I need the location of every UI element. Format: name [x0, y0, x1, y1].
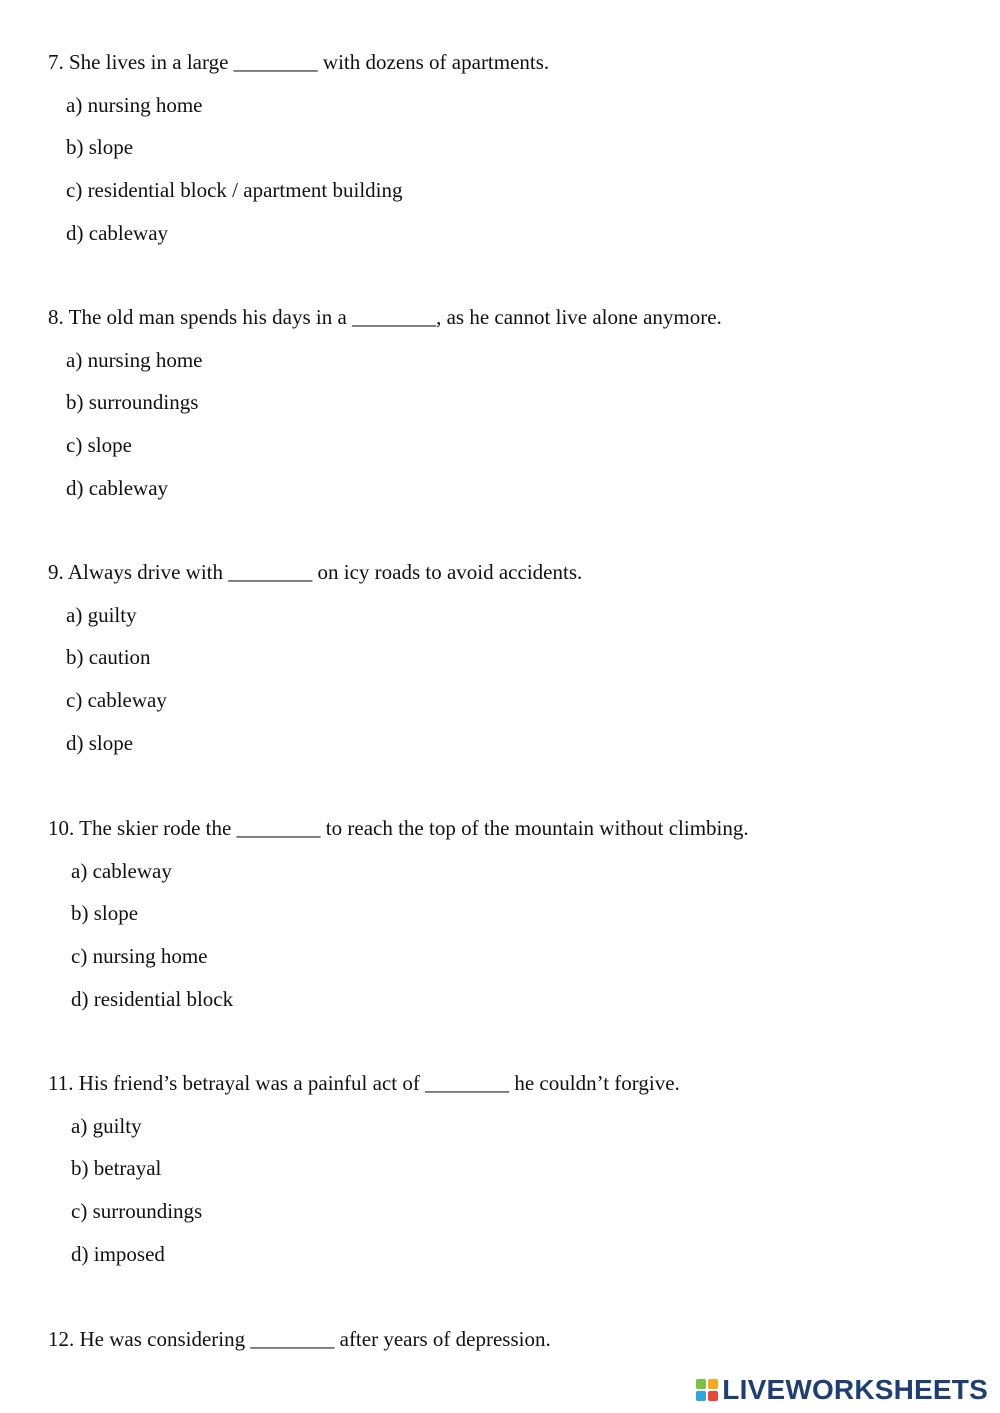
logo-mark-icon — [696, 1379, 718, 1401]
option-a[interactable]: a) guilty — [71, 1113, 142, 1138]
option-c[interactable]: c) surroundings — [71, 1199, 203, 1224]
option-b[interactable]: b) surroundings — [66, 390, 199, 415]
option-c[interactable]: c) nursing home — [71, 944, 208, 969]
option-a[interactable]: a) nursing home — [66, 347, 203, 372]
option-list — [48, 347, 948, 501]
option-b[interactable]: b) caution — [66, 645, 151, 670]
question-stem: 7. She lives in a large ________ with dozens of apartments. — [48, 50, 550, 74]
question-7 — [48, 49, 948, 246]
logo-square-blue — [696, 1391, 706, 1401]
question-12 — [48, 1326, 948, 1352]
option-c[interactable]: c) cableway — [66, 688, 167, 713]
logo-square-red — [708, 1391, 718, 1401]
question-stem: 9. Always drive with ________ on icy roads to avoid accidents. — [48, 560, 583, 584]
option-a[interactable]: a) nursing home — [66, 92, 203, 117]
option-d[interactable]: d) imposed — [71, 1241, 165, 1266]
question-8 — [48, 304, 948, 501]
question-11 — [48, 1070, 948, 1267]
option-c[interactable]: c) slope — [66, 433, 132, 458]
option-list — [48, 92, 948, 246]
option-c[interactable]: c) residential block / apartment building — [66, 178, 403, 203]
logo-square-green — [696, 1379, 706, 1389]
question-stem: 8. The old man spends his days in a ________, as he cannot live alone anymore. — [48, 305, 722, 329]
question-stem: 12. He was considering ________ after years of depression. — [48, 1327, 551, 1351]
question-9 — [48, 559, 948, 756]
question-stem: 11. His friend’s betrayal was a painful act of ________ he couldn’t forgive. — [48, 1071, 680, 1095]
option-b[interactable]: b) slope — [71, 901, 139, 926]
option-list — [48, 1113, 948, 1267]
liveworksheets-logo — [696, 1375, 988, 1405]
option-b[interactable]: b) slope — [66, 135, 134, 160]
option-b[interactable]: b) betrayal — [71, 1156, 162, 1181]
question-stem: 10. The skier rode the ________ to reach the top of the mountain without climbing. — [48, 816, 749, 840]
option-list — [48, 602, 948, 756]
logo-text: LIVEWORKSHEETS — [722, 1374, 988, 1405]
option-a[interactable]: a) guilty — [66, 602, 137, 627]
option-list — [48, 858, 948, 1012]
question-10 — [48, 815, 948, 1012]
option-a[interactable]: a) cableway — [71, 858, 172, 883]
option-d[interactable]: d) cableway — [66, 475, 169, 500]
option-d[interactable]: d) residential block — [71, 986, 234, 1011]
logo-square-orange — [708, 1379, 718, 1389]
option-d[interactable]: d) slope — [66, 730, 134, 755]
option-d[interactable]: d) cableway — [66, 220, 169, 245]
